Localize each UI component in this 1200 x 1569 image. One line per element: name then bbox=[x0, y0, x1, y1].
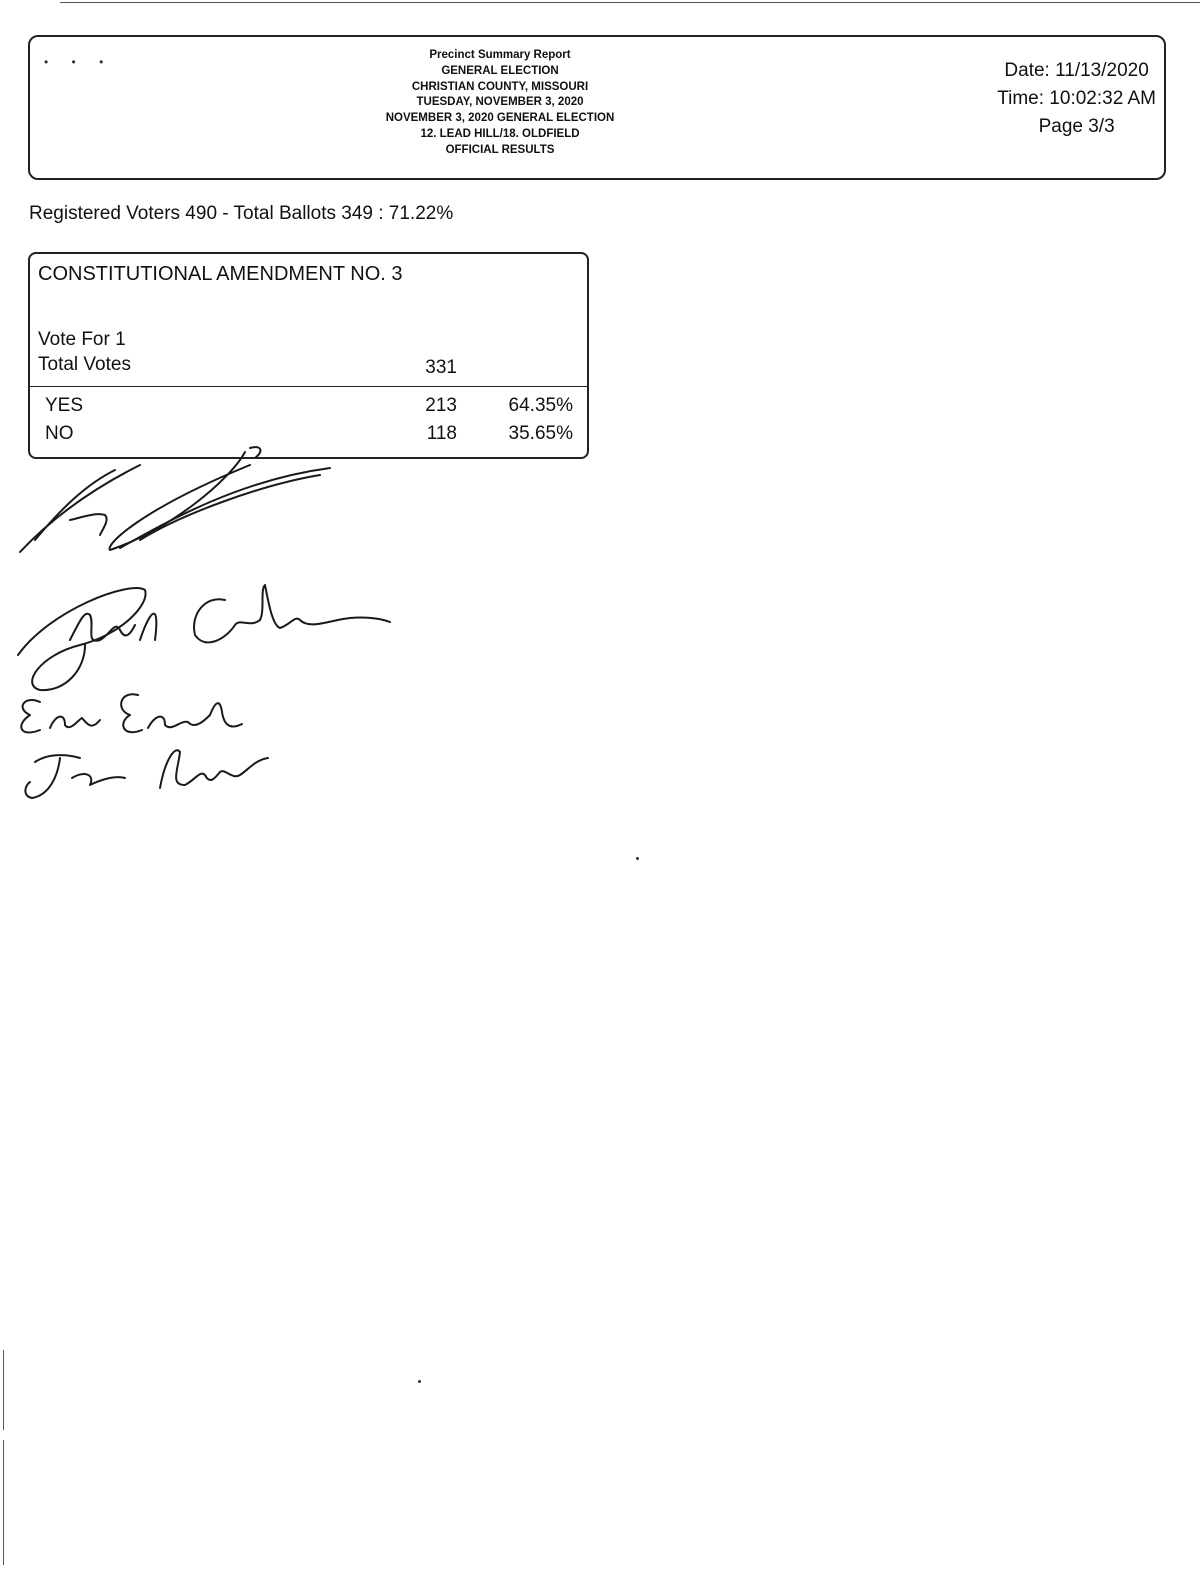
header-line: OFFICIAL RESULTS bbox=[445, 143, 555, 156]
header-line: GENERAL ELECTION bbox=[441, 64, 559, 77]
page-number: Page 3/3 bbox=[1038, 116, 1115, 137]
choice-row-yes bbox=[30, 395, 587, 423]
signature-3 bbox=[21, 694, 242, 732]
choice-name: YES bbox=[45, 395, 84, 416]
scan-edge-mark bbox=[3, 1350, 4, 1430]
contest-title: CONSTITUTIONAL AMENDMENT NO. 3 bbox=[38, 263, 403, 285]
choice-percent: 64.35% bbox=[508, 395, 573, 416]
turnout-summary: Registered Voters 490 - Total Ballots 349 : 71.22% bbox=[29, 203, 454, 224]
signature-1 bbox=[20, 447, 330, 552]
scan-marks: • • • bbox=[44, 55, 114, 69]
header-meta bbox=[997, 57, 1156, 141]
vote-for-label: Vote For 1 bbox=[38, 329, 126, 350]
choice-name: NO bbox=[45, 423, 74, 444]
choice-percent: 35.65% bbox=[508, 423, 573, 444]
report-time: Time: 10:02:32 AM bbox=[997, 88, 1156, 109]
report-title: Precinct Summary Report bbox=[429, 49, 571, 61]
header-line: 12. LEAD HILL/18. OLDFIELD bbox=[420, 127, 580, 140]
scan-speck bbox=[636, 857, 639, 860]
scan-edge-line bbox=[60, 2, 1200, 3]
header-line: CHRISTIAN COUNTY, MISSOURI bbox=[411, 80, 589, 93]
header-center-block bbox=[350, 48, 650, 159]
divider bbox=[30, 386, 587, 387]
handwritten-signatures bbox=[10, 440, 430, 820]
signature-2 bbox=[18, 585, 390, 690]
scan-edge-mark bbox=[3, 1440, 4, 1565]
total-votes-label: Total Votes bbox=[38, 354, 131, 375]
choice-votes: 213 bbox=[425, 395, 457, 416]
header-line: TUESDAY, NOVEMBER 3, 2020 bbox=[416, 96, 584, 109]
report-date: Date: 11/13/2020 bbox=[1004, 60, 1149, 81]
header-line: NOVEMBER 3, 2020 GENERAL ELECTION bbox=[385, 112, 615, 125]
total-votes-value: 331 bbox=[425, 357, 457, 378]
choice-votes: 118 bbox=[426, 423, 457, 444]
report-header bbox=[28, 35, 1166, 180]
contest-results bbox=[28, 252, 589, 459]
signature-4 bbox=[25, 750, 268, 798]
scan-speck bbox=[418, 1380, 421, 1383]
